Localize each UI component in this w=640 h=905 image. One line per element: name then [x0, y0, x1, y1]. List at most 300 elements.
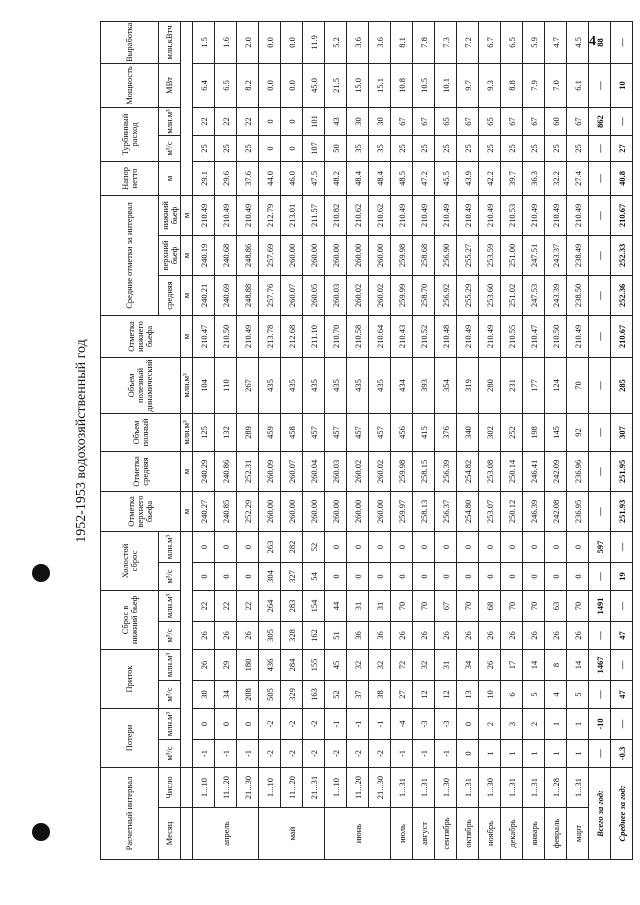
- table-cell: 457: [369, 413, 391, 451]
- table-cell: 3.6: [347, 21, 369, 63]
- table-cell: 8: [545, 649, 567, 680]
- table-cell: 34: [457, 649, 479, 680]
- table-cell: -2: [303, 740, 325, 768]
- cell-day: 1...28: [545, 768, 567, 808]
- table-cell: 8.8: [501, 63, 523, 107]
- table-cell: 6.5: [215, 63, 237, 107]
- table-cell: —: [611, 590, 633, 621]
- table-cell: 210.62: [369, 195, 391, 235]
- table-cell: 180: [237, 649, 259, 680]
- table-cell: 0.0: [259, 63, 281, 107]
- table-cell: 251.00: [501, 235, 523, 275]
- table-cell: 285: [611, 357, 633, 413]
- table-cell: 67: [457, 107, 479, 135]
- table-cell: 260.00: [303, 491, 325, 531]
- table-cell: 32: [369, 649, 391, 680]
- table-cell: 35: [347, 135, 369, 161]
- table-cell: 8.1: [391, 21, 413, 63]
- table-cell: 155: [303, 649, 325, 680]
- table-cell: 43: [325, 107, 347, 135]
- cell-day: 11...20: [347, 768, 369, 808]
- table-cell: 67: [391, 107, 413, 135]
- table-cell: 260.02: [347, 451, 369, 491]
- table-cell: 210.62: [347, 195, 369, 235]
- table-cell: 260.00: [325, 491, 347, 531]
- table-cell: 253.07: [479, 491, 501, 531]
- table-cell: 70: [501, 590, 523, 621]
- unit-m3s: м³/с: [159, 135, 181, 161]
- table-cell: 37.6: [237, 161, 259, 195]
- table-cell: 0: [281, 135, 303, 161]
- table-cell: 259.98: [391, 235, 413, 275]
- table-cell: 15.0: [347, 63, 369, 107]
- header-idle-discharge: Холостой сброс: [101, 531, 159, 590]
- table-cell: 415: [413, 413, 435, 451]
- table-cell: 26: [545, 621, 567, 649]
- unit-mlnm3: млн.м³: [159, 709, 181, 740]
- unit-m: м: [181, 235, 193, 275]
- table-cell: 125: [193, 413, 215, 451]
- table-cell: 27.4: [567, 161, 589, 195]
- table-cell: 0: [545, 562, 567, 590]
- table-cell: 5: [567, 681, 589, 709]
- table-cell: 104: [193, 357, 215, 413]
- table-cell: 304: [259, 562, 281, 590]
- header-turbine-flow: Турбинный расход: [101, 107, 159, 161]
- table-cell: 25: [501, 135, 523, 161]
- table-cell: 10.5: [413, 63, 435, 107]
- table-cell: 22: [215, 107, 237, 135]
- table-cell: 457: [347, 413, 369, 451]
- table-cell: 260.00: [369, 235, 391, 275]
- table-cell: 26: [567, 621, 589, 649]
- table-cell: —: [611, 531, 633, 562]
- table-cell: 70: [413, 590, 435, 621]
- table-cell: 329: [281, 681, 303, 709]
- rotated-page-content: [74, 22, 627, 860]
- table-cell: -2: [281, 740, 303, 768]
- table-cell: -1: [369, 709, 391, 740]
- table-cell: 210.49: [457, 195, 479, 235]
- table-cell: 252.36: [611, 275, 633, 315]
- cell-day: 21...31: [303, 768, 325, 808]
- table-cell: 210.49: [391, 195, 413, 235]
- table-cell: 354: [435, 357, 457, 413]
- table-cell: 0: [457, 531, 479, 562]
- table-cell: 4.5: [567, 21, 589, 63]
- table-cell: 255.29: [457, 275, 479, 315]
- table-row: [215, 21, 237, 859]
- table-cell: 210.47: [193, 315, 215, 357]
- table-cell: 210.49: [567, 315, 589, 357]
- table-cell: 1: [479, 740, 501, 768]
- table-cell: 22: [193, 107, 215, 135]
- table-cell: 256.39: [435, 451, 457, 491]
- table-cell: 38: [369, 681, 391, 709]
- cell-month: июнь: [325, 808, 391, 860]
- table-cell: 22: [215, 590, 237, 621]
- header-interval-upper: верхний бьеф: [159, 235, 181, 275]
- unit-m3s: м³/с: [159, 681, 181, 709]
- table-cell: 4: [545, 681, 567, 709]
- table-cell: 8.2: [237, 63, 259, 107]
- unit-blank: [181, 531, 193, 767]
- table-cell: 0: [523, 562, 545, 590]
- table-cell: 0: [347, 562, 369, 590]
- table-cell: 319: [457, 357, 479, 413]
- table-cell: 256.37: [435, 491, 457, 531]
- table-cell: 212.68: [281, 315, 303, 357]
- table-cell: 210.82: [325, 195, 347, 235]
- table-cell: —: [589, 562, 611, 590]
- table-cell: 35: [369, 135, 391, 161]
- table-cell: 0: [435, 562, 457, 590]
- table-cell: -1: [413, 740, 435, 768]
- table-cell: 0: [259, 107, 281, 135]
- table-cell: 862: [589, 107, 611, 135]
- header-dead-volume: Объем полезный динамический: [101, 357, 181, 413]
- table-row: [391, 21, 413, 859]
- table-cell: 46.0: [281, 161, 303, 195]
- table-cell: 1: [545, 740, 567, 768]
- table-cell: 12: [413, 681, 435, 709]
- table-cell: 436: [259, 649, 281, 680]
- table-cell: 247.53: [523, 275, 545, 315]
- table-cell: —: [589, 491, 611, 531]
- table-cell: 7.9: [523, 63, 545, 107]
- table-cell: 259.98: [391, 451, 413, 491]
- table-cell: 210.49: [435, 195, 457, 235]
- table-cell: 70: [457, 590, 479, 621]
- table-cell: —: [589, 681, 611, 709]
- table-cell: 1: [567, 740, 589, 768]
- header-headwater-level: Отметка верхнего бьефа: [101, 491, 181, 531]
- table-cell: 260.00: [281, 235, 303, 275]
- table-cell: 4.7: [545, 21, 567, 63]
- table-cell: 32.2: [545, 161, 567, 195]
- table-cell: 213.01: [281, 195, 303, 235]
- average-row: [611, 21, 633, 859]
- table-cell: 1491: [589, 590, 611, 621]
- table-cell: 211.10: [303, 315, 325, 357]
- table-cell: 5.2: [325, 21, 347, 63]
- table-cell: 22: [237, 590, 259, 621]
- table-cell: 2: [479, 709, 501, 740]
- table-cell: 260.07: [281, 451, 303, 491]
- table-cell: 110: [215, 357, 237, 413]
- table-cell: 210.49: [237, 315, 259, 357]
- cell-day: 1...31: [501, 768, 523, 808]
- table-cell: 457: [325, 413, 347, 451]
- table-cell: 3.6: [369, 21, 391, 63]
- table-cell: 14: [523, 649, 545, 680]
- table-cell: 210.67: [611, 315, 633, 357]
- table-cell: 260.02: [347, 275, 369, 315]
- table-cell: 210.55: [501, 315, 523, 357]
- table-cell: 248.88: [237, 275, 259, 315]
- table-cell: 253.60: [479, 275, 501, 315]
- table-cell: 259.99: [391, 275, 413, 315]
- table-cell: 435: [281, 357, 303, 413]
- unit-m: м: [181, 491, 193, 531]
- table-cell: 0: [457, 562, 479, 590]
- header-losses: Потери: [101, 709, 159, 768]
- table-cell: 210.49: [567, 195, 589, 235]
- unit-m: м: [181, 451, 193, 491]
- table-cell: 27: [611, 135, 633, 161]
- table-cell: 210.48: [435, 315, 457, 357]
- table-cell: 0: [215, 709, 237, 740]
- table-cell: 52: [303, 531, 325, 562]
- table-cell: 0: [369, 562, 391, 590]
- table-cell: 251.95: [611, 451, 633, 491]
- table-cell: 434: [391, 357, 413, 413]
- table-cell: 1: [567, 709, 589, 740]
- table-cell: 65: [479, 107, 501, 135]
- header-tailwater-discharge: Сброс в нижний бьеф: [101, 590, 159, 649]
- table-cell: 31: [369, 590, 391, 621]
- table-cell: 0: [435, 531, 457, 562]
- table-cell: 26: [479, 621, 501, 649]
- table-cell: 252: [501, 413, 523, 451]
- table-cell: 260.00: [303, 235, 325, 275]
- table-row: [259, 21, 281, 859]
- table-cell: 210.50: [215, 315, 237, 357]
- cell-month: март: [567, 808, 589, 860]
- table-cell: 25: [435, 135, 457, 161]
- cell-month: октябрь: [457, 808, 479, 860]
- cell-day: 1...30: [435, 768, 457, 808]
- table-cell: 0: [347, 531, 369, 562]
- table-cell: 0: [325, 531, 347, 562]
- table-cell: 26: [237, 621, 259, 649]
- table-cell: 260.00: [369, 491, 391, 531]
- unit-m: м: [181, 275, 193, 315]
- table-cell: 260.09: [259, 451, 281, 491]
- table-cell: 36: [347, 621, 369, 649]
- table-cell: 212.79: [259, 195, 281, 235]
- table-cell: 328: [281, 621, 303, 649]
- table-cell: 45: [325, 649, 347, 680]
- table-cell: 47: [611, 621, 633, 649]
- table-cell: 31: [347, 590, 369, 621]
- table-cell: 260.02: [369, 451, 391, 491]
- cell-month: ноябрь: [479, 808, 501, 860]
- unit-m3s: м³/с: [159, 740, 181, 768]
- table-cell: 70: [567, 357, 589, 413]
- table-cell: —: [589, 63, 611, 107]
- table-cell: —: [589, 740, 611, 768]
- page-title: 1952-1953 водохозяйственный год: [74, 339, 89, 543]
- water-balance-table: [100, 21, 633, 860]
- table-cell: 3: [501, 709, 523, 740]
- table-cell: 30: [193, 681, 215, 709]
- table-cell: 210.50: [545, 315, 567, 357]
- table-cell: 48.2: [325, 161, 347, 195]
- table-cell: 260.00: [347, 491, 369, 531]
- header-inflow: Приток: [101, 649, 159, 708]
- table-cell: 45.0: [303, 63, 325, 107]
- table-cell: 1: [523, 740, 545, 768]
- table-cell: 63: [545, 590, 567, 621]
- table-cell: 282: [281, 531, 303, 562]
- unit-mlnkwh: млн.кВтч: [159, 21, 181, 63]
- table-cell: 256.90: [435, 235, 457, 275]
- table-cell: 258.15: [413, 451, 435, 491]
- table-cell: 25: [413, 135, 435, 161]
- table-cell: 1.5: [193, 21, 215, 63]
- table-cell: —: [611, 649, 633, 680]
- table-cell: 88: [589, 21, 611, 63]
- table-row: [457, 21, 479, 859]
- table-cell: 43.9: [457, 161, 479, 195]
- table-cell: 6: [501, 681, 523, 709]
- table-cell: 243.37: [545, 235, 567, 275]
- table-cell: 393: [413, 357, 435, 413]
- table-cell: 210.49: [479, 315, 501, 357]
- table-cell: 246.39: [523, 491, 545, 531]
- cell-month: февраль: [545, 808, 567, 860]
- unit-blank: [181, 808, 193, 860]
- table-cell: 210.49: [479, 195, 501, 235]
- table-cell: 254.82: [457, 451, 479, 491]
- table-cell: —: [611, 21, 633, 63]
- table-cell: 210.53: [501, 195, 523, 235]
- table-cell: 0: [215, 562, 237, 590]
- table-cell: 210.49: [545, 195, 567, 235]
- table-cell: 27: [391, 681, 413, 709]
- table-cell: 253.59: [479, 235, 501, 275]
- header-interval-levels: Средние отметки за интервал: [101, 195, 159, 315]
- cell-day: 1...31: [567, 768, 589, 808]
- table-cell: -1: [215, 740, 237, 768]
- table-cell: 260.02: [369, 275, 391, 315]
- table-cell: 67: [413, 107, 435, 135]
- table-row: [237, 21, 259, 859]
- table-cell: 12: [435, 681, 457, 709]
- table-cell: 22: [237, 107, 259, 135]
- table-cell: 435: [259, 357, 281, 413]
- table-cell: 210.47: [523, 315, 545, 357]
- header-avg-level: Отметка средняя: [101, 451, 181, 491]
- unit-mlnm3: млн.м³: [181, 357, 193, 413]
- table-row: [435, 21, 457, 859]
- table-cell: 44.0: [259, 161, 281, 195]
- table-cell: 289: [237, 413, 259, 451]
- table-cell: —: [589, 315, 611, 357]
- header-full-volume: Объем полный: [101, 413, 181, 451]
- table-cell: 25: [237, 135, 259, 161]
- table-cell: 260.05: [303, 275, 325, 315]
- table-cell: 67: [501, 107, 523, 135]
- table-cell: 50: [325, 135, 347, 161]
- table-cell: 0: [193, 709, 215, 740]
- unit-m: м: [181, 315, 193, 357]
- cell-month: май: [259, 808, 325, 860]
- table-cell: 257.76: [259, 275, 281, 315]
- table-cell: 26: [501, 621, 523, 649]
- table-cell: -1: [237, 740, 259, 768]
- table-cell: 0: [567, 562, 589, 590]
- table-cell: 10: [479, 681, 501, 709]
- table-cell: 283: [281, 590, 303, 621]
- table-cell: -1: [347, 709, 369, 740]
- table-cell: 0: [545, 531, 567, 562]
- table-cell: 0: [457, 709, 479, 740]
- table-cell: 210.49: [523, 195, 545, 235]
- table-cell: 0: [325, 562, 347, 590]
- table-cell: 435: [325, 357, 347, 413]
- table-cell: 10.8: [391, 63, 413, 107]
- table-body: [193, 21, 633, 859]
- header-net-head: Напор нетто: [101, 161, 159, 195]
- unit-m: м: [159, 161, 181, 195]
- cell-month: июль: [391, 808, 413, 860]
- table-row: [545, 21, 567, 859]
- table-cell: -3: [435, 709, 457, 740]
- cell-month: сентябрь: [435, 808, 457, 860]
- header-power: Мощность: [101, 63, 159, 107]
- table-cell: 0: [501, 531, 523, 562]
- table-cell: 26: [435, 621, 457, 649]
- header-tailwater-level: Отметка нижнего бьефа: [101, 315, 181, 357]
- table-cell: 15.1: [369, 63, 391, 107]
- table-cell: 25: [391, 135, 413, 161]
- unit-m: м: [181, 195, 193, 235]
- table-cell: 435: [369, 357, 391, 413]
- table-cell: 25: [193, 135, 215, 161]
- table-cell: 26: [479, 649, 501, 680]
- table-cell: 48.5: [391, 161, 413, 195]
- table-row: [303, 21, 325, 859]
- table-cell: 236.96: [567, 451, 589, 491]
- table-cell: 47.5: [303, 161, 325, 195]
- table-cell: 44: [325, 590, 347, 621]
- table-cell: -10: [589, 709, 611, 740]
- table-cell: 26: [193, 649, 215, 680]
- table-cell: 0: [391, 531, 413, 562]
- table-cell: -1: [435, 740, 457, 768]
- table-cell: 263: [259, 531, 281, 562]
- table-cell: -3: [413, 709, 435, 740]
- table-cell: -0.3: [611, 740, 633, 768]
- table-cell: 213.78: [259, 315, 281, 357]
- table-cell: 7.2: [457, 21, 479, 63]
- total-row-label: Всего за год:: [589, 768, 611, 860]
- table-cell: 92: [567, 413, 589, 451]
- table-cell: 252.29: [237, 491, 259, 531]
- unit-blank: [181, 21, 193, 195]
- table-cell: 67: [435, 590, 457, 621]
- table-cell: -1: [325, 709, 347, 740]
- table-cell: 252.31: [237, 451, 259, 491]
- table-cell: 211.57: [303, 195, 325, 235]
- table-cell: 459: [259, 413, 281, 451]
- cell-day: 11...20: [215, 768, 237, 808]
- table-row: [325, 21, 347, 859]
- table-cell: 260.04: [303, 451, 325, 491]
- table-cell: 251.02: [501, 275, 523, 315]
- table-cell: -4: [391, 709, 413, 740]
- table-cell: 240.21: [193, 275, 215, 315]
- table-cell: 132: [215, 413, 237, 451]
- table-cell: 210.52: [413, 315, 435, 357]
- unit-mlnm3: млн.м³: [159, 107, 181, 135]
- table-cell: 254.80: [457, 491, 479, 531]
- header-interval-lower: нижний бьеф: [159, 195, 181, 235]
- unit-mlnm3: млн.м³: [159, 649, 181, 680]
- table-cell: 240.29: [193, 451, 215, 491]
